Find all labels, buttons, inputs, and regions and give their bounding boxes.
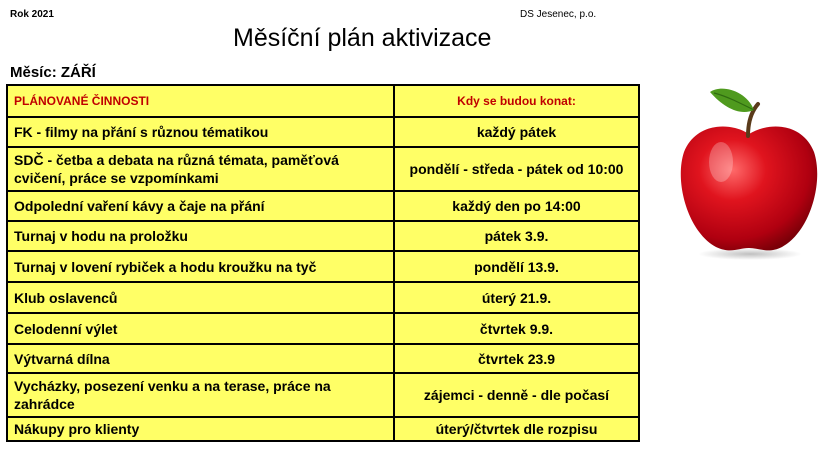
apple-leaf: [710, 89, 754, 112]
when-cell: pátek 3.9.: [394, 221, 639, 251]
table-header-row: [7, 85, 639, 117]
activity-cell: Turnaj v hodu na proložku: [7, 221, 394, 251]
table-row: [7, 373, 639, 417]
table-row: [7, 191, 639, 221]
activity-cell: Výtvarná dílna: [7, 344, 394, 373]
when-cell: každý den po 14:00: [394, 191, 639, 221]
apple-illustration: [676, 82, 822, 262]
apple-shadow: [698, 248, 802, 260]
table-row: [7, 221, 639, 251]
table-row: [7, 117, 639, 147]
when-cell: úterý 21.9.: [394, 282, 639, 313]
table-row: [7, 344, 639, 373]
table-row: [7, 147, 639, 191]
activity-cell: Turnaj v lovení rybiček a hodu kroužku na tyč: [7, 251, 394, 282]
month-label: Měsíc: ZÁŘÍ: [10, 64, 96, 81]
activity-cell: Odpolední vaření kávy a čaje na přání: [7, 191, 394, 221]
apple-body: [681, 127, 817, 251]
when-cell: čtvrtek 9.9.: [394, 313, 639, 344]
when-cell: pondělí - středa - pátek od 10:00: [394, 147, 639, 191]
activity-cell: Nákupy pro klienty: [7, 417, 394, 441]
when-cell: čtvrtek 23.9: [394, 344, 639, 373]
table-row: [7, 251, 639, 282]
table-row: [7, 417, 639, 441]
organization-name: DS Jesenec, p.o.: [520, 9, 597, 20]
activity-cell: Vycházky, posezení venku a na terase, práce na zahrádce: [7, 373, 394, 417]
activity-plan-table: [6, 84, 640, 442]
table-row: [7, 313, 639, 344]
column-header-when: Kdy se budou konat:: [394, 85, 639, 117]
page-title: Měsíční plán aktivizace: [233, 24, 492, 52]
when-cell: každý pátek: [394, 117, 639, 147]
year-label: Rok 2021: [10, 9, 54, 20]
when-cell: úterý/čtvrtek dle rozpisu: [394, 417, 639, 441]
column-header-activities: PLÁNOVANÉ ČINNOSTI: [7, 85, 394, 117]
when-cell: zájemci - denně - dle počasí: [394, 373, 639, 417]
when-cell: pondělí 13.9.: [394, 251, 639, 282]
table-row: [7, 282, 639, 313]
activity-cell: Klub oslavenců: [7, 282, 394, 313]
apple-highlight: [709, 142, 733, 182]
activity-cell: SDČ - četba a debata na různá témata, paměťová cvičení, práce se vzpomínkami: [7, 147, 394, 191]
activity-cell: Celodenní výlet: [7, 313, 394, 344]
activity-cell: FK - filmy na přání s různou tématikou: [7, 117, 394, 147]
